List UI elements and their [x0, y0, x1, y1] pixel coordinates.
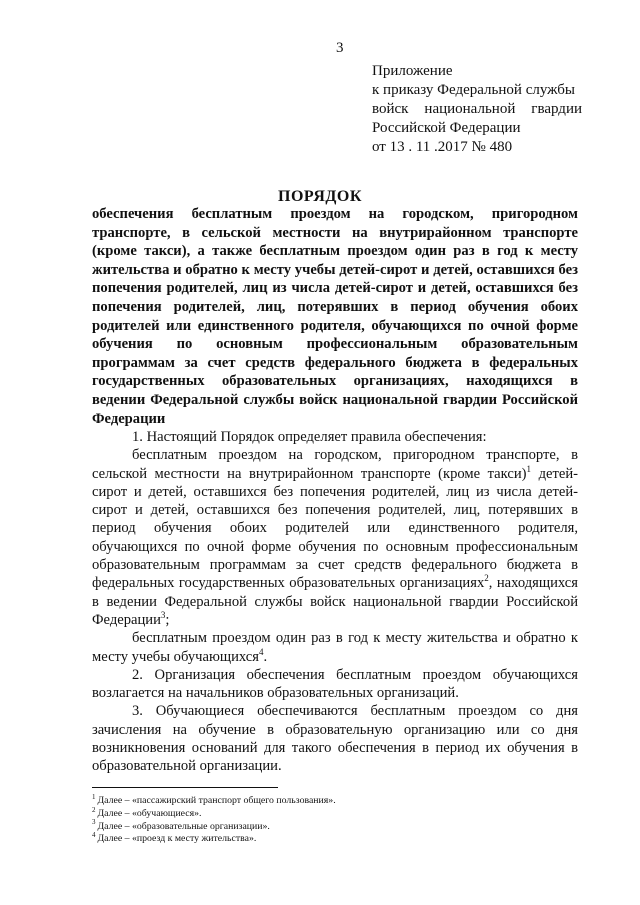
- paragraph-text: ;: [165, 611, 170, 628]
- paragraph: 3. Обучающиеся обеспечиваются бесплатным проездом со дня зачисления на обучение в образовательную организацию или со дня возникновения оснований для такого обеспечения в период их обучения в образовательной организации.: [92, 703, 578, 775]
- approval-line: войск национальной гвардии: [372, 101, 582, 117]
- footnote: [92, 833, 572, 846]
- footnotes: [92, 792, 572, 846]
- paragraph-text: , находящихся в ведении Федеральной службы войск национальной гвардии Российской Федерации: [92, 575, 578, 628]
- document-body: [92, 428, 578, 776]
- footnote-text: Далее – «проезд к месту жительства».: [97, 833, 257, 845]
- paragraph: 2. Организация обеспечения бесплатным проездом обучающихся возлагается на начальников образовательных организаций.: [92, 666, 578, 702]
- approval-block: [372, 62, 582, 157]
- footnote-ref: 4: [258, 646, 264, 657]
- footnote-mark: 2: [92, 805, 96, 814]
- footnote-mark: 1: [92, 792, 96, 801]
- footnote-text: Далее – «обучающиеся».: [97, 807, 202, 819]
- footnote-mark: 3: [92, 818, 96, 827]
- footnote-ref: 2: [484, 573, 489, 584]
- footnote-mark: 4: [92, 831, 96, 840]
- document-subtitle: обеспечения бесплатным проездом на городском, пригородном транспорте, в сельской местности на внутрирайонном транспорте (кроме такси), а также бесплатным проездом один раз в год к месту жительства и обратно к месту учебы детей-сирот и детей, оставшихся без попечения родителей, лиц из числа детей-сирот и детей, оставшихся без попечения родителей, лиц, потерявших в период обучения обоих родителей или единственного родителя, обучающихся по очной форме обучения по основным профессиональным образовательным программам за счет средств федерального бюджета в федеральных государственных образовательных организациях, находящихся в ведении Федеральной службы войск национальной гвардии Российской Федерации: [92, 206, 578, 427]
- footnote: [92, 805, 572, 821]
- paragraph: [92, 629, 578, 666]
- paragraph-text: .: [263, 648, 268, 665]
- approval-line: Приложение: [372, 63, 453, 79]
- page-number: 3: [336, 40, 344, 56]
- footnote-ref: 1: [526, 463, 532, 474]
- paragraph: [92, 446, 578, 629]
- document-title: ПОРЯДОК: [278, 188, 362, 205]
- footnote: [92, 818, 572, 834]
- paragraph: 1. Настоящий Порядок определяет правила обеспечения:: [132, 429, 487, 445]
- footnote-ref: 3: [160, 610, 166, 621]
- paragraph-text: бесплатным проездом один раз в год к месту жительства и обратно к месту учебы обучающихся: [92, 630, 578, 665]
- paragraph-text: бесплатным проездом на городском, пригородном транспорте, в сельской местности на внутрирайонном транспорте (кроме такси): [92, 447, 578, 482]
- approval-line: Российской Федерации: [372, 120, 521, 136]
- approval-date-line: от 13 . 11 .2017 № 480: [372, 139, 513, 155]
- paragraph-text: детей-сирот и детей, оставшихся без попечения родителей, лиц из числа детей-сирот и детей, оставшихся без попечения родителей, лиц, потерявших в период обучения обоих родителей или единственного родителя, обучающихся по очной форме обучения по основным профессиональным образовательным программам за счет средств федерального бюджета в федеральных государственных образовательных организациях: [92, 465, 579, 592]
- footnote-text: Далее – «образовательные организации».: [97, 820, 270, 832]
- footnote-text: Далее – «пассажирский транспорт общего пользования».: [97, 795, 336, 806]
- footnote-divider: [92, 787, 278, 788]
- footnote: [92, 792, 572, 808]
- approval-line: к приказу Федеральной службы: [372, 82, 576, 98]
